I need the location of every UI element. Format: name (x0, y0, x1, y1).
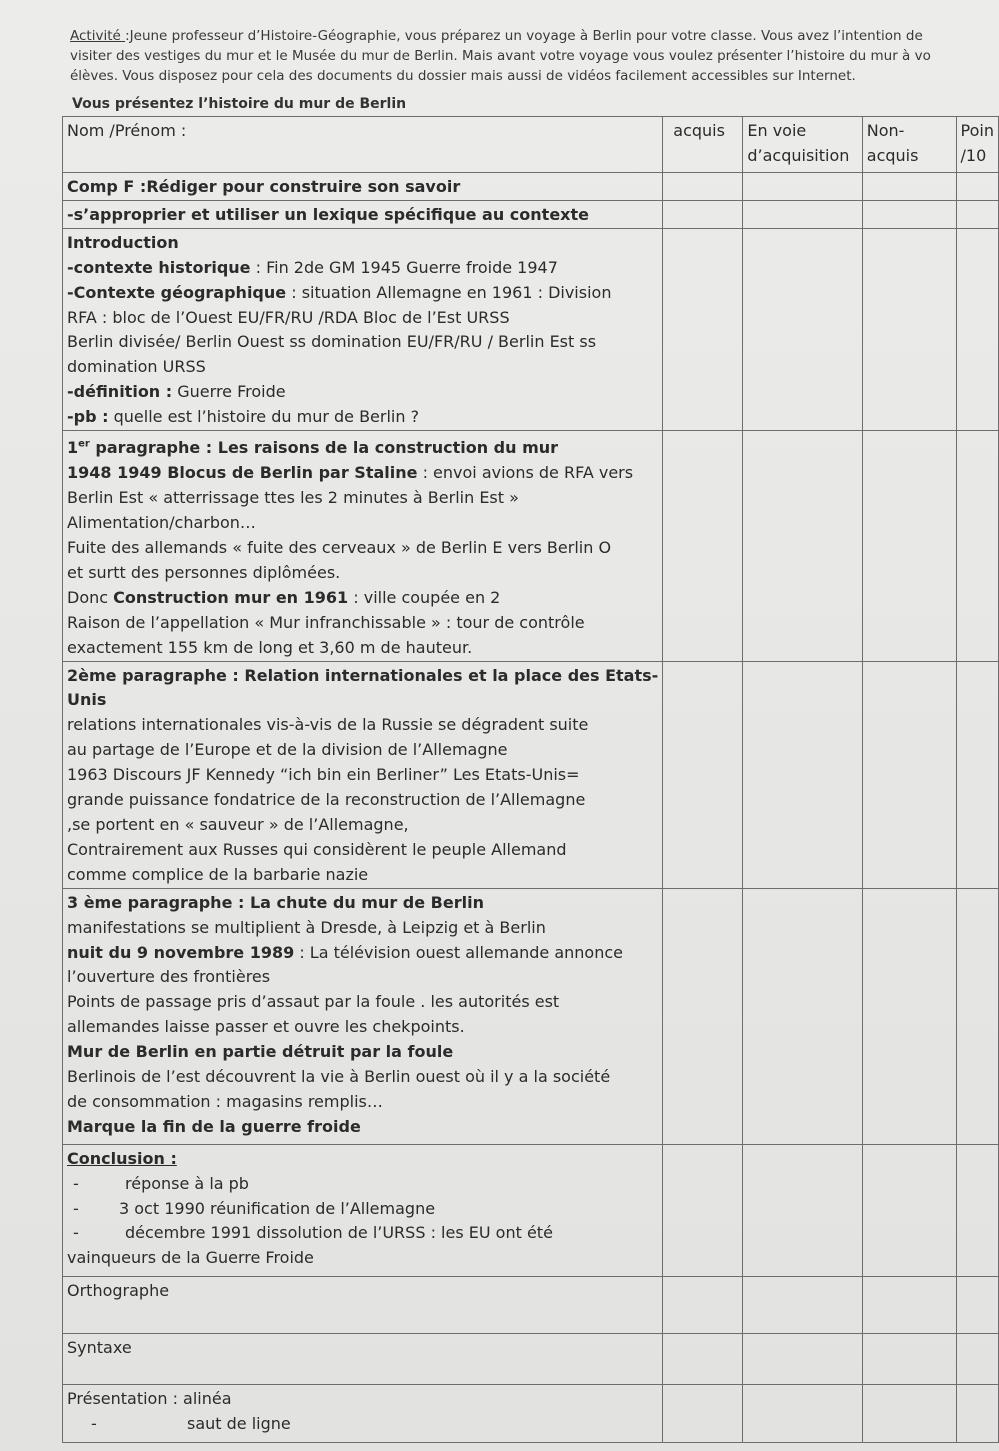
cell-acquis[interactable] (663, 228, 743, 430)
p3-line-1: manifestations se multiplient à Dresde, à Leipzig et à Berlin (67, 917, 546, 937)
intro-historique-label: -contexte historique (67, 257, 251, 277)
en-voie-label: En voie (747, 121, 807, 140)
points-label: Poin (960, 121, 994, 140)
competence-title: Comp F :Rédiger pour construire son savoir (67, 177, 461, 196)
p2-line-6: Contrairement aux Russes qui considèrent le peuple Allemand (67, 839, 567, 859)
p1-donc: Donc (67, 587, 114, 607)
cell-en-voie[interactable] (743, 228, 862, 430)
instruction-line-1: :Jeune professeur d’Histoire-Géographie, vous préparez un voyage à Berlin pour votre classe. Vous avez l’intention de (125, 28, 923, 44)
p1-construction-label: Construction mur en 1961 (113, 587, 349, 607)
row-conclusion (63, 1144, 999, 1276)
intro-pb-label: -pb : (67, 407, 109, 427)
p2-line-1: relations internationales vis-à-vis de la Russie se dégradent suite (67, 715, 589, 735)
cell-points[interactable] (956, 1144, 998, 1276)
p3-date-text: : La télévision ouest allemande annonce (294, 942, 623, 962)
cell-points[interactable] (956, 200, 998, 228)
row-paragraph-3 (63, 888, 999, 1144)
activity-instructions (70, 26, 999, 86)
presentation-label: Présentation : alinéa (67, 1388, 232, 1408)
cell-en-voie[interactable] (743, 431, 862, 661)
conclusion-line-2: 3 oct 1990 réunification de l’Allemagne (119, 1198, 436, 1218)
intro-definition-label: -définition : (67, 382, 173, 402)
p1-blocus-label: 1948 1949 Blocus de Berlin par Staline (67, 463, 418, 483)
cell-acquis[interactable] (663, 888, 743, 1144)
cell-non-acquis[interactable] (862, 431, 956, 661)
cell-acquis[interactable] (663, 1144, 743, 1276)
bullet-dash: - (73, 1223, 79, 1243)
cell-non-acquis[interactable] (862, 1384, 956, 1442)
p3-title: 3 ème paragraphe : La chute du mur de Berlin (67, 892, 484, 912)
row-competence (63, 173, 999, 201)
p2-title: 2ème paragraphe : Relation internationales et la place des Etats- (67, 665, 659, 685)
p1-line-8: exactement 155 km de long et 3,60 m de hauteur. (67, 637, 473, 657)
cell-non-acquis[interactable] (862, 1333, 956, 1384)
bullet-dash: - (73, 1173, 79, 1193)
instruction-line-3: élèves. Vous disposez pour cela des documents du dossier mais aussi de vidéos facilement accessibles sur Internet. (70, 68, 856, 84)
row-syntaxe (63, 1333, 999, 1384)
p1-number: 1 (67, 438, 79, 458)
p2-title-cont: Unis (67, 690, 107, 710)
intro-line-5: domination URSS (67, 357, 206, 377)
non-label: Non- (866, 121, 905, 140)
cell-points[interactable] (956, 431, 998, 661)
intro-definition-text: Guerre Froide (172, 382, 286, 402)
instruction-line-2: visiter des vestiges du mur et le Musée du mur de Berlin. Mais avant votre voyage vous voulez présenter l’histoire du mur à vo (70, 48, 931, 64)
points-max-label: /10 (960, 145, 987, 165)
cell-en-voie[interactable] (743, 661, 862, 888)
p1-title: paragraphe : Les raisons de la construction du mur (89, 438, 559, 458)
cell-acquis[interactable] (663, 661, 743, 888)
p3-line-3: l’ouverture des frontières (67, 967, 271, 987)
cell-points[interactable] (956, 228, 998, 430)
row-paragraph-1 (63, 431, 999, 661)
cell-non-acquis[interactable] (862, 661, 956, 888)
cell-non-acquis[interactable] (862, 1144, 956, 1276)
cell-acquis[interactable] (663, 431, 743, 661)
p1-construction-text: : ville coupée en 2 (348, 587, 501, 607)
cell-en-voie[interactable] (743, 1384, 862, 1442)
cell-points[interactable] (956, 1333, 998, 1384)
bullet-dash: - (73, 1198, 79, 1218)
p3-line-7: Berlinois de l’est découvrent la vie à Berlin ouest où il y a la société (67, 1067, 611, 1087)
cell-points[interactable] (956, 1384, 998, 1442)
task-subtitle: Vous présentez l’histoire du mur de Berlin (72, 96, 407, 112)
p2-line-5: ,se portent en « sauveur » de l’Allemagne, (67, 814, 409, 834)
cell-acquis[interactable] (663, 1384, 743, 1442)
lexique-criterion: -s’approprier et utiliser un lexique spécifique au contexte (67, 204, 589, 224)
p1-line-5: et surtt des personnes diplômées. (67, 562, 341, 582)
cell-en-voie[interactable] (743, 1276, 862, 1333)
intro-pb-text: quelle est l’histoire du mur de Berlin ? (108, 407, 420, 427)
row-paragraph-2 (63, 661, 999, 888)
p3-line-9: Marque la fin de la guerre froide (67, 1116, 361, 1136)
p1-line-4: Fuite des allemands « fuite des cerveaux » de Berlin E vers Berlin O (67, 538, 612, 558)
p3-line-6: Mur de Berlin en partie détruit par la foule (67, 1042, 454, 1062)
non-acquis-label: acquis (866, 145, 919, 165)
header-non-acquis (862, 117, 956, 173)
header-points (956, 117, 998, 173)
orthographe-label: Orthographe (67, 1280, 170, 1300)
evaluation-grid (62, 116, 999, 1443)
cell-points[interactable] (956, 173, 998, 201)
header-row (63, 117, 999, 173)
conclusion-line-3: décembre 1991 dissolution de l’URSS : les EU ont été (125, 1223, 553, 1243)
p3-date-label: nuit du 9 novembre 1989 (67, 942, 295, 962)
cell-points[interactable] (956, 1276, 998, 1333)
cell-points[interactable] (956, 661, 998, 888)
p2-line-7: comme complice de la barbarie nazie (67, 864, 369, 884)
introduction-title: Introduction (67, 232, 179, 252)
row-orthographe (63, 1276, 999, 1333)
p3-line-4: Points de passage pris d’assaut par la foule . les autorités est (67, 992, 560, 1012)
presentation-line-2: saut de ligne (187, 1413, 291, 1433)
conclusion-title: Conclusion : (67, 1148, 177, 1168)
p2-line-4: grande puissance fondatrice de la reconstruction de l’Allemagne (67, 790, 586, 810)
header-en-voie (743, 117, 862, 173)
p1-line-7: Raison de l’appellation « Mur infranchissable » : tour de contrôle (67, 612, 585, 632)
p2-line-2: au partage de l’Europe et de la division de l’Allemagne (67, 740, 508, 760)
acquisition-label: d’acquisition (747, 145, 850, 165)
cell-non-acquis[interactable] (862, 1276, 956, 1333)
cell-acquis[interactable] (663, 1276, 743, 1333)
header-name-cell (63, 117, 663, 173)
intro-historique-text: : Fin 2de GM 1945 Guerre froide 1947 (250, 257, 558, 277)
acquis-label: acquis (673, 121, 725, 140)
intro-line-3: RFA : bloc de l’Ouest EU/FR/RU /RDA Bloc de l’Est URSS (67, 307, 510, 327)
p3-line-5: allemandes laisse passer et ouvre les chekpoints. (67, 1017, 465, 1037)
intro-line-4: Berlin divisée/ Berlin Ouest ss domination EU/FR/RU / Berlin Est ss (67, 332, 597, 352)
row-presentation (63, 1384, 999, 1442)
cell-acquis[interactable] (663, 200, 743, 228)
row-introduction (63, 228, 999, 430)
p1-ordinal: er (78, 439, 90, 451)
conclusion-line-1: réponse à la pb (125, 1173, 249, 1193)
cell-non-acquis[interactable] (862, 888, 956, 1144)
cell-non-acquis[interactable] (862, 200, 956, 228)
intro-geo-label: -Contexte géographique (67, 282, 287, 302)
cell-en-voie[interactable] (743, 888, 862, 1144)
activity-label: Activité (70, 28, 126, 44)
cell-en-voie[interactable] (743, 1333, 862, 1384)
cell-points[interactable] (956, 888, 998, 1144)
p1-blocus-text: : envoi avions de RFA vers (417, 463, 634, 483)
conclusion-line-4: vainqueurs de la Guerre Froide (67, 1248, 314, 1268)
cell-non-acquis[interactable] (862, 173, 956, 201)
cell-en-voie[interactable] (743, 200, 862, 228)
p1-line-3: Alimentation/charbon… (67, 513, 256, 533)
p1-line-2: Berlin Est « atterrissage ttes les 2 minutes à Berlin Est » (67, 488, 519, 508)
p2-line-3: 1963 Discours JF Kennedy “ich bin ein Berliner” Les Etats-Unis= (67, 765, 580, 785)
name-label: Nom /Prénom : (67, 121, 187, 140)
cell-en-voie[interactable] (743, 1144, 862, 1276)
cell-non-acquis[interactable] (862, 228, 956, 430)
p3-line-8: de consommation : magasins remplis… (67, 1091, 383, 1111)
header-acquis (663, 117, 743, 173)
row-lexique (63, 200, 999, 228)
bullet-dash: - (91, 1413, 97, 1433)
cell-en-voie[interactable] (743, 173, 862, 201)
cell-acquis[interactable] (663, 173, 743, 201)
syntaxe-label: Syntaxe (67, 1337, 132, 1357)
cell-acquis[interactable] (663, 1333, 743, 1384)
intro-geo-text: : situation Allemagne en 1961 : Division (286, 282, 612, 302)
